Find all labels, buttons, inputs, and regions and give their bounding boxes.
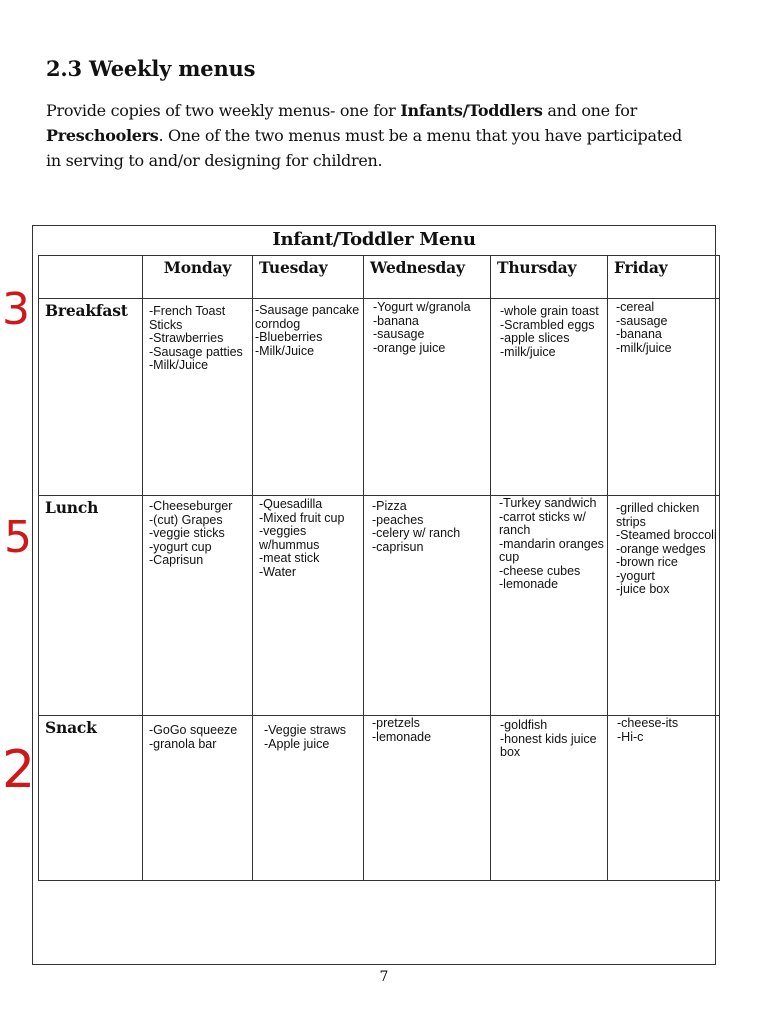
- menu-row-snack: [39, 716, 720, 881]
- menu-item: -goldfish: [500, 718, 548, 732]
- menu-item: -Pizza: [372, 499, 407, 513]
- menu-cell: [491, 496, 608, 716]
- menu-item: -GoGo squeeze: [149, 723, 238, 737]
- meal-label-breakfast: Breakfast: [39, 299, 143, 496]
- menu-item: -Milk/Juice: [255, 343, 315, 358]
- menu-cell: [143, 299, 253, 496]
- menu-item: -Mixed fruit cup: [259, 510, 345, 525]
- handwritten-score-lunch: 5: [4, 512, 32, 563]
- menu-item: -carrot sticks w/ ranch: [499, 509, 586, 537]
- menu-cell: [364, 496, 491, 716]
- menu-cell-list: [143, 496, 252, 568]
- menu-cell: [253, 496, 364, 716]
- day-header-tuesday: Tuesday: [253, 256, 364, 299]
- handwritten-score-snack: 2: [2, 740, 36, 800]
- menu-item: -milk/juice: [500, 344, 556, 359]
- intro-text-3: . One of the two menus must be a menu that you have participated in serving to and/or designing for children.: [46, 126, 682, 170]
- menu-item: -Scrambled eggs: [500, 317, 595, 332]
- menu-cell-list: [608, 716, 719, 744]
- menu-item: -Water: [259, 564, 297, 579]
- menu-cell: [143, 716, 253, 881]
- meal-label-lunch: Lunch: [39, 496, 143, 716]
- meal-label-snack: Snack: [39, 716, 143, 881]
- menu-cell: [253, 716, 364, 881]
- intro-text-2: and one for: [542, 101, 637, 120]
- menu-cell-list: [491, 299, 607, 359]
- menu-title: Infant/Toddler Menu: [272, 229, 476, 250]
- menu-item: -pretzels: [372, 716, 420, 730]
- menu-cell: [608, 716, 720, 881]
- menu-item: -French Toast Sticks: [149, 304, 226, 332]
- menu-item: -Veggie straws: [264, 723, 346, 737]
- menu-item: -veggies w/hummus: [259, 524, 320, 552]
- menu-item: -sausage: [616, 313, 668, 328]
- menu-item: -celery w/ ranch: [372, 526, 461, 540]
- menu-cell-list: [491, 716, 607, 760]
- menu-item: -grilled chicken strips: [616, 501, 700, 529]
- menu-item: -honest kids juice box: [500, 731, 597, 759]
- corner-cell: [39, 256, 143, 299]
- intro-bold-infants: Infants/Toddlers: [400, 101, 543, 120]
- menu-item: -Cheeseburger: [149, 499, 233, 513]
- menu-item: -Caprisun: [149, 553, 204, 567]
- menu-item: -apple slices: [500, 331, 570, 345]
- menu-cell: [364, 716, 491, 881]
- day-header-thursday: Thursday: [491, 256, 608, 299]
- menu-item: -mandarin oranges cup: [499, 536, 604, 564]
- menu-item: -Steamed broccoli: [616, 528, 717, 542]
- menu-item: -sausage: [373, 327, 425, 341]
- day-header-wednesday: Wednesday: [364, 256, 491, 299]
- handwritten-score-breakfast: 3: [2, 284, 30, 335]
- menu-cell: [364, 299, 491, 496]
- menu-item: -banana: [616, 327, 662, 341]
- menu-item: -Turkey sandwich: [499, 496, 597, 510]
- menu-item: -Blueberries: [255, 330, 323, 344]
- menu-cell-list: [253, 299, 363, 358]
- day-header-friday: Friday: [608, 256, 720, 299]
- menu-cell: [491, 716, 608, 881]
- intro-paragraph: [46, 98, 696, 173]
- menu-item: -Strawberries: [149, 331, 224, 345]
- menu-item: -Hi-c: [617, 729, 644, 744]
- menu-item: -milk/juice: [616, 340, 672, 355]
- menu-cell-list: [608, 299, 719, 355]
- menu-item: -orange wedges: [616, 541, 706, 556]
- menu-cell-list: [143, 716, 252, 751]
- menu-cell-list: [364, 299, 490, 355]
- menu-row-breakfast: [39, 299, 720, 496]
- menu-cell: [143, 496, 253, 716]
- menu-item: -meat stick: [259, 551, 320, 565]
- menu-table: [38, 255, 720, 881]
- menu-cell-list: [143, 299, 252, 373]
- menu-item: -Sausage patties: [149, 344, 243, 359]
- menu-header-row: [39, 256, 720, 299]
- day-header-monday: Monday: [143, 256, 253, 299]
- menu-item: -Sausage pancake corndog: [255, 303, 360, 331]
- menu-item: -orange juice: [373, 340, 446, 355]
- page-number: 7: [379, 969, 389, 985]
- menu-item: -banana: [373, 313, 419, 328]
- menu-item: -(cut) Grapes: [149, 512, 223, 527]
- menu-item: -cheese cubes: [499, 563, 581, 578]
- intro-bold-preschoolers: Preschoolers: [46, 126, 159, 145]
- menu-item: -yogurt cup: [149, 539, 212, 554]
- menu-item: -yogurt: [616, 568, 655, 583]
- section-heading: 2.3 Weekly menus: [46, 56, 256, 81]
- menu-cell-list: [364, 716, 490, 744]
- menu-item: -lemonade: [499, 577, 559, 591]
- menu-item: -Yogurt w/granola: [373, 300, 471, 314]
- menu-row-lunch: [39, 496, 720, 716]
- menu-item: -Milk/Juice: [149, 358, 209, 372]
- menu-cell: [491, 299, 608, 496]
- menu-cell: [253, 299, 364, 496]
- intro-text-1: Provide copies of two weekly menus- one for: [46, 101, 401, 120]
- menu-cell-list: [253, 496, 363, 579]
- menu-item: -veggie sticks: [149, 526, 225, 540]
- menu-cell-list: [364, 496, 490, 554]
- menu-item: -caprisun: [372, 539, 424, 554]
- menu-item: -cereal: [616, 300, 655, 314]
- menu-cell: [608, 496, 720, 716]
- menu-cell-list: [253, 716, 363, 751]
- menu-item: -whole grain toast: [500, 304, 599, 318]
- menu-item: -cheese-its: [617, 716, 679, 730]
- menu-item: -Apple juice: [264, 736, 330, 751]
- menu-cell: [608, 299, 720, 496]
- menu-item: -lemonade: [372, 729, 432, 744]
- menu-cell-list: [608, 496, 719, 597]
- menu-item: -Quesadilla: [259, 497, 323, 511]
- menu-item: -granola bar: [149, 736, 217, 751]
- menu-item: -juice box: [616, 582, 670, 596]
- menu-item: -peaches: [372, 512, 424, 527]
- menu-cell-list: [491, 496, 607, 592]
- menu-item: -brown rice: [616, 555, 678, 569]
